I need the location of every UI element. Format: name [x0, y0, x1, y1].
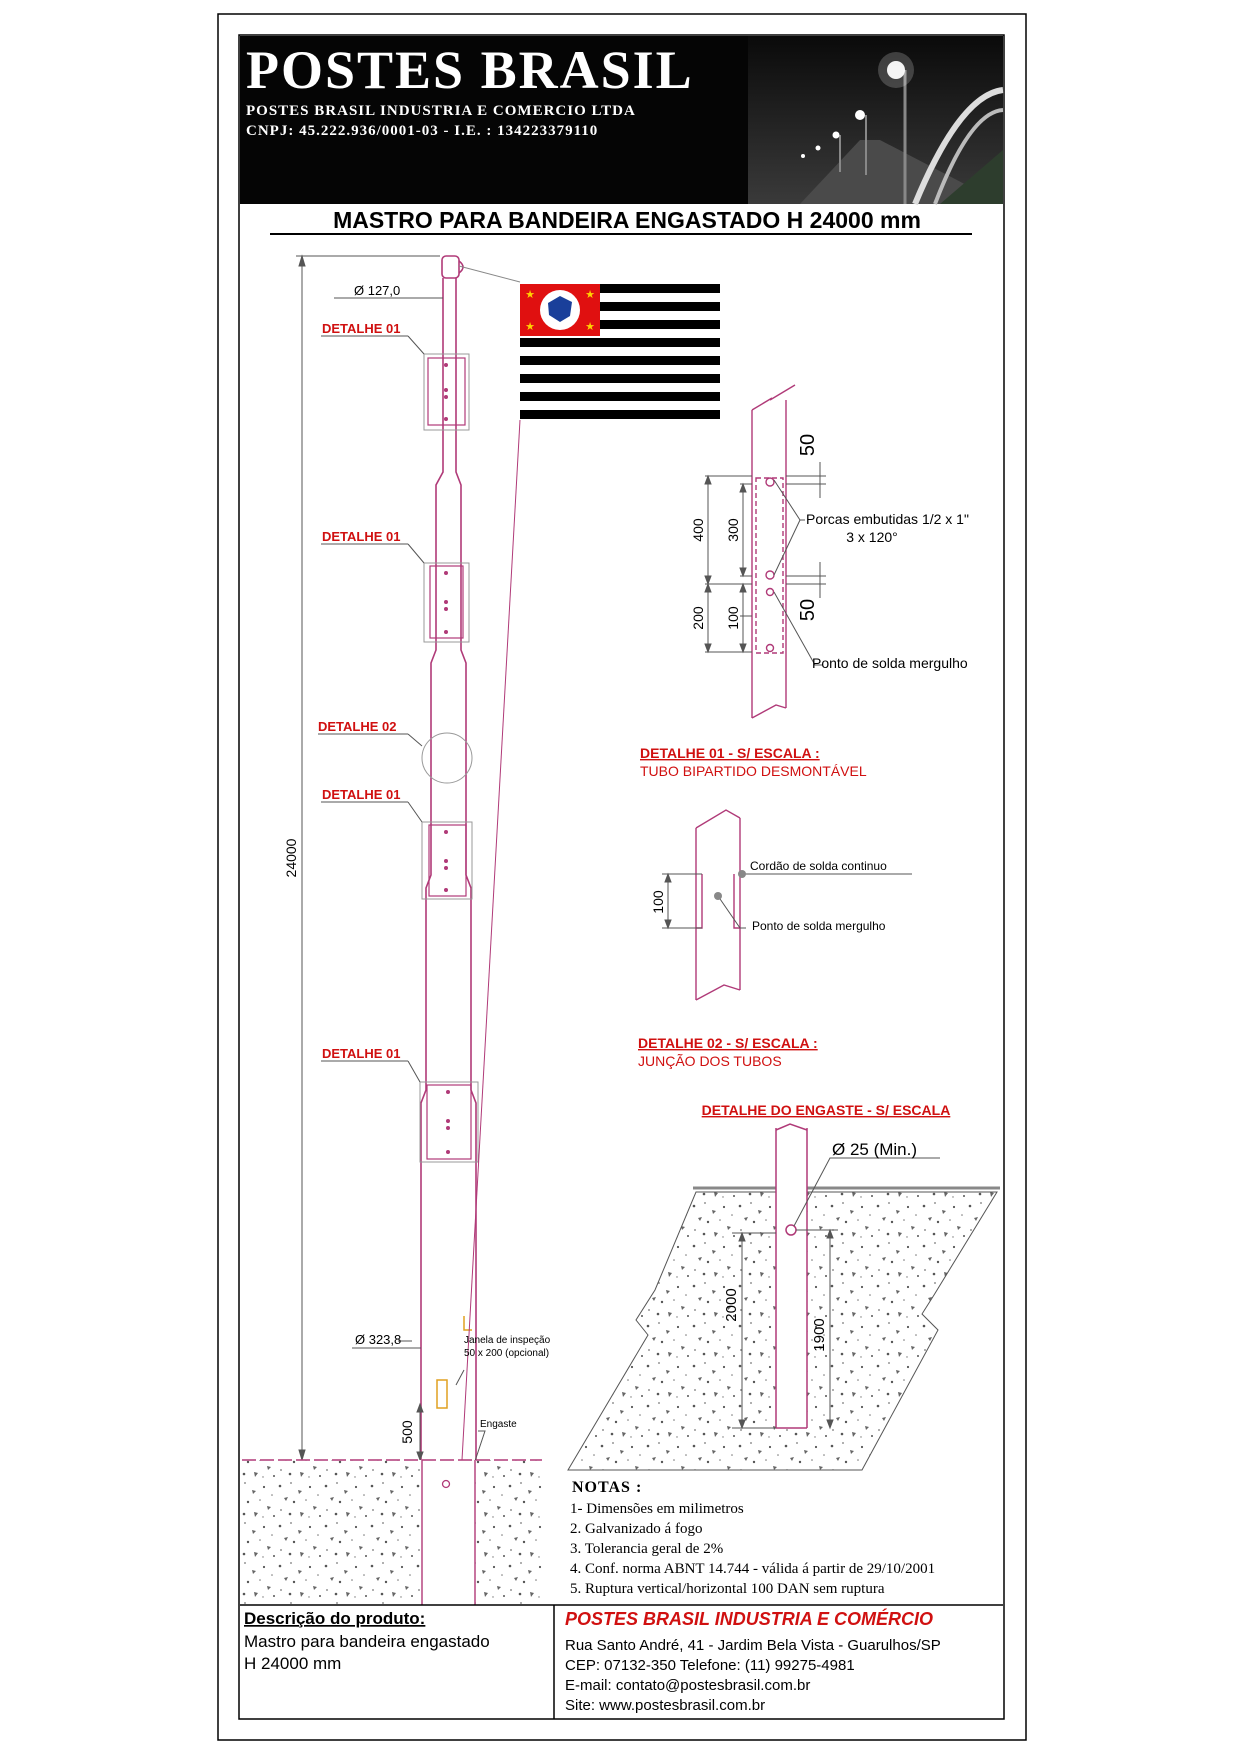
footer-table: [240, 1605, 1003, 1719]
embed-depth-label: 500: [399, 1420, 415, 1444]
page-title: MASTRO PARA BANDEIRA ENGASTADO H 24000 mm: [333, 207, 921, 233]
detail-01-drawing: [752, 385, 795, 718]
dim-400: 400: [690, 518, 706, 542]
notes-title: NOTAS :: [572, 1479, 643, 1496]
detail-02-circle: [422, 733, 472, 783]
svg-text:★: ★: [585, 321, 595, 333]
detail-label: DETALHE 01: [322, 529, 401, 544]
company-logo-text: POSTES BRASIL: [246, 40, 694, 100]
note-item: 4. Conf. norma ABNT 14.744 - válida á partir de 29/10/2001: [570, 1561, 936, 1577]
bottom-diameter-label: Ø 323,8: [355, 1332, 402, 1347]
weld-point-label: Ponto de solda mergulho: [812, 655, 968, 671]
note-item: 3. Tolerancia geral de 2%: [570, 1541, 724, 1557]
footer-email: E-mail: contato@postesbrasil.com.br: [565, 1677, 811, 1694]
detail-01-subtitle: TUBO BIPARTIDO DESMONTÁVEL: [640, 763, 867, 779]
detail-01-dimensions: [705, 462, 826, 665]
dim-100: 100: [725, 606, 741, 630]
embed-dim-2000: 2000: [723, 1288, 740, 1322]
top-diameter-label: Ø 127,0: [354, 283, 401, 298]
dim-50-bottom: 50: [797, 598, 819, 622]
dim-200: 200: [690, 606, 706, 630]
flag-graphic: [520, 284, 720, 420]
pole-detail-labels: [318, 321, 401, 1061]
detail-02-dim-100: 100: [650, 890, 666, 914]
note-item: 1- Dimensões em milimetros: [570, 1501, 744, 1517]
header-banner: [240, 36, 1003, 204]
svg-text:★: ★: [525, 289, 535, 301]
detail-label: DETALHE 01: [322, 321, 401, 336]
detail-label: DETALHE 02: [318, 719, 397, 734]
detail-02-title: DETALHE 02 - S/ ESCALA :: [638, 1035, 818, 1051]
detail-02-subtitle: JUNÇÃO DOS TUBOS: [638, 1053, 782, 1069]
dim-50-top: 50: [797, 433, 819, 457]
detail-02-drawing: [696, 810, 740, 1000]
inspection-window-label-2: 50 x 200 (opcional): [464, 1348, 550, 1359]
continuous-weld-label: Cordão de solda continuo: [750, 859, 887, 873]
nuts-label-1: Porcas embutidas 1/2 x 1": [806, 511, 969, 527]
detail-label: DETALHE 01: [322, 787, 401, 802]
pole-ground: [242, 1460, 542, 1605]
footer-cep-phone: CEP: 07132-350 Telefone: (11) 99275-4981: [565, 1657, 855, 1674]
note-item: 5. Ruptura vertical/horizontal 100 DAN sem ruptura: [570, 1581, 885, 1597]
dim-300: 300: [725, 518, 741, 542]
product-description-line2: H 24000 mm: [244, 1654, 342, 1673]
embed-diameter-label: Ø 25 (Min.): [832, 1140, 918, 1159]
footer-company-name: POSTES BRASIL INDUSTRIA E COMÉRCIO: [565, 1609, 934, 1629]
svg-text:★: ★: [525, 321, 535, 333]
footer-address: Rua Santo André, 41 - Jardim Bela Vista - Guarulhos/SP: [565, 1637, 941, 1654]
product-description-line1: Mastro para bandeira engastado: [244, 1632, 490, 1651]
footer-site: Site: www.postesbrasil.com.br: [565, 1697, 766, 1714]
detail-label: DETALHE 01: [322, 1046, 401, 1061]
notes-section: [570, 1479, 935, 1597]
product-description-label: Descrição do produto:: [244, 1609, 426, 1628]
company-registration: CNPJ: 45.222.936/0001-03 - I.E. : 134223379110: [246, 123, 599, 139]
embed-detail-title: DETALHE DO ENGASTE - S/ ESCALA: [701, 1102, 951, 1118]
inspection-window-label-1: Janela de inspeção: [464, 1335, 551, 1346]
embed-dim-1900: 1900: [811, 1318, 828, 1352]
nuts-label-2: 3 x 120°: [846, 529, 898, 545]
detail-01-title: DETALHE 01 - S/ ESCALA :: [640, 745, 820, 761]
embed-label: Engaste: [480, 1419, 517, 1430]
embed-detail-drawing: [568, 1124, 1000, 1470]
company-full-name: POSTES BRASIL INDUSTRIA E COMERCIO LTDA: [246, 103, 636, 119]
svg-text:★: ★: [585, 289, 595, 301]
weld-point-label-02: Ponto de solda mergulho: [752, 919, 886, 933]
detail-boxes: [420, 354, 478, 1162]
note-item: 2. Galvanizado á fogo: [570, 1521, 703, 1537]
inspection-window: [437, 1380, 447, 1408]
height-dimension-label: 24000: [283, 838, 299, 878]
